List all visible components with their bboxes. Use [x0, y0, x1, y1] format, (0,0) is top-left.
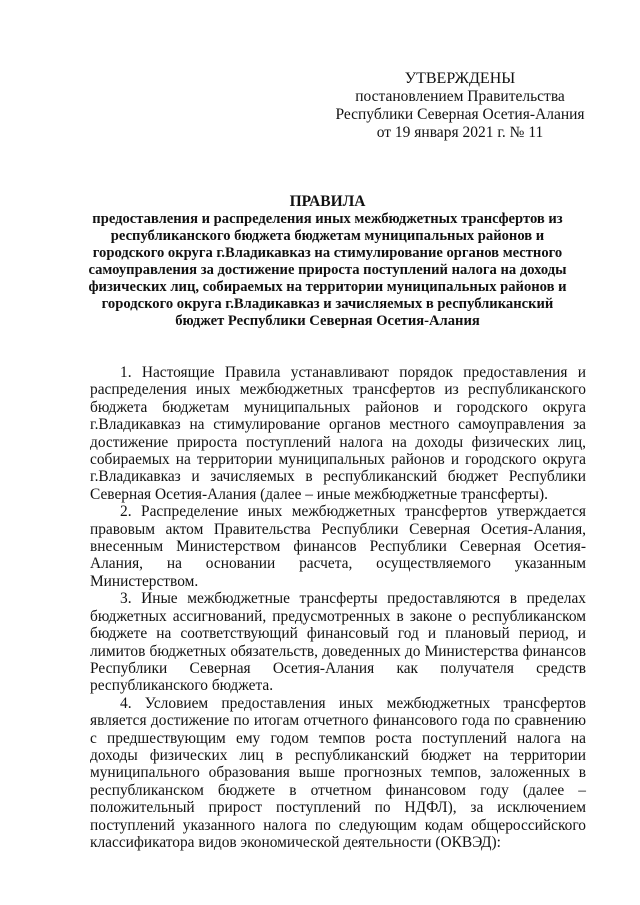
paragraph-2: 2. Распределение иных межбюджетных трансфертов утверждается правовым актом Правительства Республики Северная Осетия-Алания, внесенным Министерством финансов Республики Северная Осетия-Алания, на основании расчета, осуществляемого указанным Министерством. [90, 503, 586, 590]
document-body [90, 364, 586, 851]
document-title [80, 193, 575, 330]
title-main: ПРАВИЛА [289, 193, 366, 210]
title-subtitle: предоставления и распределения иных межбюджетных трансфертов из республиканского бюджета бюджетам муниципальных районов и городского округа г.Владикавказ на стимулирование органов местного самоуправления за достижение прироста поступлений налога на доходы физических лиц, собираемых на территории муниципальных районов и городского округа г.Владикавказ и зачисляемых в республиканский бюджет Республики Северная Осетия-Алания [88, 211, 567, 329]
approval-stamp [330, 70, 590, 142]
approval-heading: УТВЕРЖДЕНЫ [404, 70, 516, 87]
approval-line: Республики Северная Осетия-Алания [335, 106, 585, 123]
approval-line: постановлением Правительства [355, 88, 565, 105]
paragraph-4: 4. Условием предоставления иных межбюджетных трансфертов является достижение по итогам отчетного финансового года по сравнению с предшествующим ему годом темпов роста поступлений налога на доходы физических лиц в республиканский бюджет на территории муниципального образования выше прогнозных темпов, заложенных в республиканском бюджете в отчетном финансовом году (далее – положительный прирост поступлений по НДФЛ), за исключением поступлений указанного налога по следующим кодам общероссийского классификатора видов экономической деятельности (ОКВЭД): [90, 694, 586, 851]
paragraph-3: 3. Иные межбюджетные трансферты предоставляются в пределах бюджетных ассигнований, предусмотренных в законе о республиканском бюджете на соответствующий финансовый год и плановый период, и лимитов бюджетных обязательств, доведенных до Министерства финансов Республики Северная Осетия-Алания как получателя средств республиканского бюджета. [90, 590, 586, 695]
paragraph-1: 1. Настоящие Правила устанавливают порядок предоставления и распределения иных межбюджетных трансфертов из республиканского бюджета бюджетам муниципальных районов и городского округа г.Владикавказ на стимулирование органов местного самоуправления за достижение прироста поступлений налога на доходы физических лиц, собираемых на территории муниципальных районов и городского округа г.Владикавказ и зачисляемых в республиканский бюджет Республики Северная Осетия-Алания (далее – иные межбюджетные трансферты). [90, 364, 586, 503]
approval-date: от 19 января 2021 г. № 11 [376, 124, 544, 141]
